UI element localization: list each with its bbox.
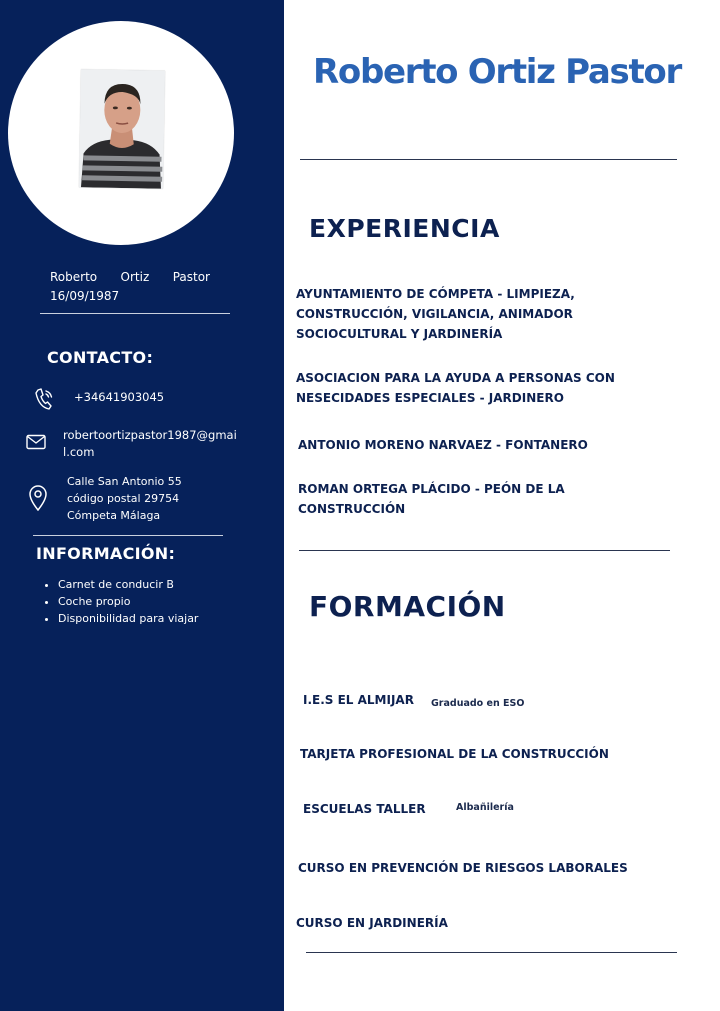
profile-photo [79, 69, 165, 188]
info-item-travel-availability: • Disponibilidad para viajar [58, 610, 198, 627]
experience-item-line: CONSTRUCCIÓN [298, 502, 406, 516]
experience-item-line: CONSTRUCCIÓN, VIGILANCIA, ANIMADOR [296, 307, 573, 321]
experience-item [296, 368, 615, 408]
education-item-note: Albañilería [456, 802, 514, 813]
experience-item [296, 284, 575, 344]
experience-item-line: NESECIDADES ESPECIALES - JARDINERO [296, 391, 564, 405]
info-item-driving-license: • Carnet de conducir B [58, 576, 198, 593]
main-full-name: Roberto Ortiz Pastor [313, 52, 681, 92]
last-name: Pastor [172, 270, 210, 284]
location-pin-icon [28, 485, 48, 515]
experience-heading: EXPERIENCIA [309, 214, 500, 243]
profile-photo-frame [8, 21, 234, 245]
experience-item [298, 479, 565, 519]
info-item-own-car: • Coche propio [58, 593, 198, 610]
header-divider [300, 159, 677, 160]
birth-date: 16/09/1987 [50, 289, 120, 303]
education-item-note: Graduado en ESO [431, 698, 525, 709]
education-item-title: CURSO EN PREVENCIÓN DE RIESGOS LABORALES [298, 861, 628, 875]
experience-item-line: ROMAN ORTEGA PLÁCIDO - PEÓN DE LA [298, 482, 565, 496]
education-item-title: I.E.S EL ALMIJAR [303, 693, 414, 707]
experience-item-line: SOCIOCULTURAL Y JARDINERÍA [296, 327, 503, 341]
education-item-title: TARJETA PROFESIONAL DE LA CONSTRUCCIÓN [300, 747, 609, 761]
sidebar-full-name [50, 268, 210, 286]
education-item-title: CURSO EN JARDINERÍA [296, 916, 448, 930]
email-address[interactable] [63, 427, 237, 461]
experience-item-line: AYUNTAMIENTO DE CÓMPETA - LIMPIEZA, [296, 287, 575, 301]
info-list [40, 576, 198, 627]
footer-divider [306, 952, 677, 953]
phone-icon [33, 387, 55, 415]
email-icon [26, 434, 46, 454]
info-heading: INFORMACIÓN: [36, 544, 176, 563]
sidebar [0, 0, 284, 1011]
email-line-1: robertoortizpastor1987@gmai [63, 428, 237, 442]
experience-item-line: ASOCIACION PARA LA AYUDA A PERSONAS CON [296, 371, 615, 385]
address-line-1: Calle San Antonio 55 [67, 475, 182, 488]
email-line-2: l.com [63, 445, 95, 459]
sidebar-divider [33, 535, 223, 536]
address-line-3: Cómpeta Málaga [67, 509, 161, 522]
address-line-2: código postal 29754 [67, 492, 180, 505]
education-heading: FORMACIÓN [309, 590, 506, 623]
postal-address [67, 473, 182, 524]
sidebar-divider [40, 313, 230, 314]
experience-item [298, 435, 588, 455]
phone-number[interactable]: +34641903045 [74, 390, 165, 404]
education-item-title: ESCUELAS TALLER [303, 802, 426, 816]
middle-name: Ortiz [120, 270, 150, 284]
section-divider [299, 550, 670, 551]
first-name: Roberto [50, 270, 98, 284]
contact-heading: CONTACTO: [47, 348, 154, 367]
experience-item-line: ANTONIO MORENO NARVAEZ - FONTANERO [298, 438, 588, 452]
